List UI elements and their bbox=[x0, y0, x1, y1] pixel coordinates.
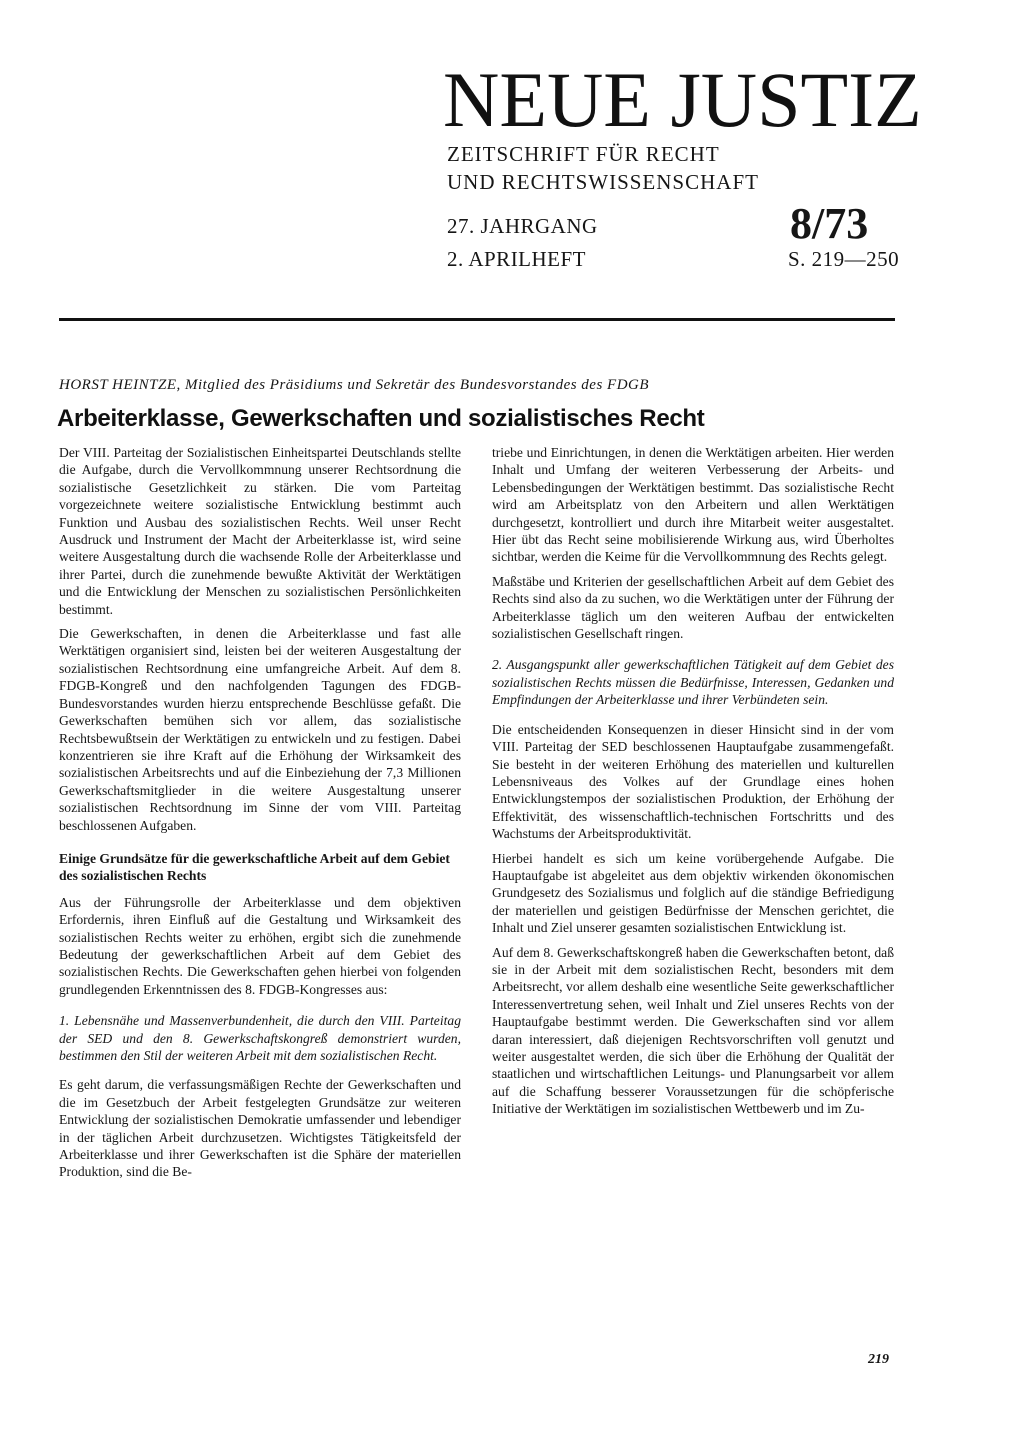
article-byline: HORST HEINTZE, Mitglied des Präsidiums und Sekretär des Bundesvorstandes des FDGB bbox=[59, 377, 650, 393]
paragraph: Maßstäbe und Kriterien der gesellschaftlichen Arbeit auf dem Gebiet des Rechts sind also da zu suchen, wo die Werktätigen unter der Führung der Arbeiterklasse täglich um den weiteren Aufbau der entwickelten sozialistischen Gesellschaft ringen. bbox=[492, 573, 894, 642]
paragraph: Die entscheidenden Konsequenzen in dieser Hinsicht sind in der vom VIII. Parteitag der SED beschlossenen Hauptaufgabe zusammengefaßt. Sie besteht in der weiteren Erhöhung des materiellen und kulturellen Lebensniveaus des Volkes auf der Grundlage eines hohen Entwicklungstempos der sozialistischen Produktion, der Erhöhung der Effektivität, des wissenschaftlich-technischen Fortschritts und des Wachstums der Arbeitsproduktivität. bbox=[492, 721, 894, 842]
thesis-2: 2. Ausgangspunkt aller gewerkschaftlichen Tätigkeit auf dem Gebiet des sozialistischen Rechts müssen die Bedürfnisse, Interessen, Gedanken und Empfindungen der Arbeiterklasse und ihrer Verbündeten sein. bbox=[492, 657, 894, 708]
issue-number: 8/73 bbox=[790, 199, 869, 248]
right-column bbox=[492, 444, 894, 1125]
thesis-1: 1. Lebensnähe und Massenverbundenheit, die durch den VIII. Parteitag der SED und den 8. Gewerkschaftskongreß demonstriert wurden, bestimmen den Stil der weiteren Arbeit mit dem sozialistischen Recht. bbox=[59, 1013, 461, 1063]
paragraph: triebe und Einrichtungen, in denen die Werktätigen arbeiten. Hier werden Inhalt und Umfang der weiteren Verbesserung der Arbeits- und Lebensbedingungen der Werktätigen bestimmt. Das sozialistische Recht wird am Arbeitsplatz von den Arbeitern und allen Werktätigen durchgesetzt, kontrolliert und durch ihre Mitarbeit weiter ausgestaltet. Hier übt das Recht seine mobilisierende Wirkung aus, wird Überholtes sichtbar, werden die Keime für die Vervollkommnung des Rechts gelegt. bbox=[492, 445, 894, 565]
header-rule bbox=[59, 318, 895, 321]
paragraph: Aus der Führungsrolle der Arbeiterklasse und dem objektiven Erfordernis, ihren Einfluß auf die Gestaltung und Wirksamkeit des sozialistischen Rechts weiter zu erhöhen, ergibt sich die zunehmende Bedeutung der gewerkschaftlichen Arbeit auf dem Gebiet des sozialistischen Rechts. Die Gewerkschaften gehen hierbei von folgenden grundlegenden Erkenntnissen des 8. FDGB-Kongresses aus: bbox=[59, 894, 461, 997]
issue-part-label: 2. APRILHEFT bbox=[447, 247, 587, 271]
masthead-title: NEUE JUSTIZ bbox=[443, 56, 922, 143]
subtitle-line-1: ZEITSCHRIFT FÜR RECHT bbox=[447, 142, 720, 166]
paragraph: Auf dem 8. Gewerkschaftskongreß haben die Gewerkschaften betont, daß sie in der Arbeit mit dem sozialistischen Recht, besonders mit dem Arbeitsrecht, vor allem deshalb eine wesentliche Seite gewerkschaftlicher Interessenvertretung sehen, weil Inhalt und Ziel unseres Rechts von der Hauptaufgabe bestimmt werden. Die Gewerkschaften sind vor allem daran interessiert, daß diejenigen Rechtsvorschriften voll genutzt und weiter ausgestaltet werden, die sich über die Erhöhung der Qualität der staatlichen und wirtschaftlichen Leitungs- und Planungsarbeit vor allem auf die Schaffung besserer Voraussetzungen für die schöpferische Initiative der Werktätigen im sozialistischen Wettbewerb und im Zu- bbox=[492, 944, 894, 1117]
section-heading: Einige Grundsätze für die gewerkschaftliche Arbeit auf dem Gebiet des sozialistischen Rechts bbox=[59, 850, 450, 884]
page-number: 219 bbox=[868, 1352, 889, 1367]
paragraph: Hierbei handelt es sich um keine vorübergehende Aufgabe. Die Hauptaufgabe ist abgeleitet aus dem objektiv wirkenden ökonomischen Grundgesetz des Sozialismus und folglich auf die ständige Befriedigung der materiellen und geistigen Bedürfnisse der Menschen gerichtet, die Inhalt und Ziel unserer gesamten sozialistischen Entwicklung ist. bbox=[492, 850, 894, 936]
masthead-subtitle bbox=[447, 140, 759, 196]
subtitle-line-2: UND RECHTSWISSENSCHAFT bbox=[447, 170, 759, 194]
volume-label: 27. JAHRGANG bbox=[447, 214, 598, 238]
paragraph: Es geht darum, die verfassungsmäßigen Rechte der Gewerkschaften und die im Gesetzbuch der Arbeit festgelegten Grundsätze zur weiteren Entwicklung der sozialistischen Demokratie umfassender und lebendiger in der täglichen Arbeit durchzusetzen. Wichtigstes Tätigkeitsfeld der Arbeiterklasse und ihrer Gewerkschaften ist die Sphäre der materiellen Produktion, sind die Be- bbox=[59, 1077, 461, 1180]
paragraph: Der VIII. Parteitag der Sozialistischen Einheitspartei Deutschlands stellte die Aufgabe, durch die Vervollkommnung unserer Rechtsordnung die sozialistische Gesetzlichkeit zu stärken. Die vom Parteitag vorgezeichnete weitere sozialistische Entwicklung bestimmt auch Funktion und Ausbau des sozialistischen Rechts. Weil unser Recht Ausdruck und Instrument der Macht der Arbeiterklasse ist, wird seine weitere Ausgestaltung durch die wachsende Rolle der Arbeiterklasse und ihrer Partei, durch die zunehmende bewußte Aktivität der Werktätigen und die Entwicklung der Menschen zu sozialistischen Persönlichkeiten bestimmt. bbox=[59, 445, 461, 617]
left-column bbox=[59, 444, 461, 1188]
paragraph: Die Gewerkschaften, in denen die Arbeiterklasse und fast alle Werktätigen organisiert sind, leisten bei der weiteren Ausgestaltung der sozialistischen Rechtsordnung eine umfangreiche Arbeit. Auf dem 8. FDGB-Kongreß und den nachfolgenden Tagungen des FDGB-Bundesvorstandes wurden hierzu entsprechende Beschlüsse gefaßt. Die Gewerkschaften bemühen sich vor allem, das sozialistische Rechtsbewußtsein der Werktätigen zu entwickeln und zu festigen. Dabei konzentrieren sie ihre Kraft auf die Erhöhung der Wirksamkeit des sozialistischen Arbeitsrechts und auf die Einbeziehung der 7,3 Millionen Gewerkschaftsmitglieder in die weitere Ausgestaltung unserer sozialistischen Rechtsordnung im Sinne der vom VIII. Parteitag beschlossenen Aufgaben. bbox=[59, 626, 461, 833]
page-range: S. 219—250 bbox=[788, 247, 900, 271]
article-title: Arbeiterklasse, Gewerkschaften und sozialistisches Recht bbox=[57, 405, 705, 432]
